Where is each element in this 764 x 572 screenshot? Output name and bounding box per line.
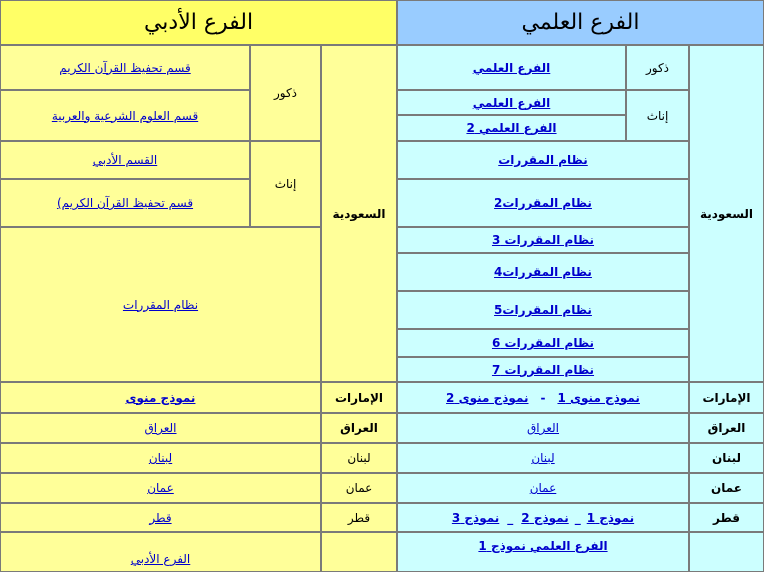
science-system-link-6[interactable] <box>492 335 594 351</box>
science-female-link-2-number: 2 <box>466 121 475 135</box>
science-system-cell-6 <box>397 329 689 357</box>
qatar-science-links <box>452 510 634 526</box>
science-system-cell-3 <box>397 227 689 253</box>
oman-science-cell <box>397 473 689 503</box>
qatar-country-cell: قطر <box>689 503 764 532</box>
arts-male-link-1[interactable]: قسم تحفيظ القرآن الكريم <box>59 60 191 75</box>
oman-arts-link[interactable]: عمان <box>147 481 174 495</box>
emirates-model-2-text: نموذج منوى <box>454 390 529 405</box>
emirates-arts-label: الإمارات <box>321 382 397 413</box>
arts-male-cell-2 <box>0 90 250 141</box>
science-male-label: ذكور <box>626 45 689 90</box>
last-row-arts-link[interactable]: الفرع الأدبي <box>130 552 191 566</box>
science-system-link-4-text: نظام المقررات <box>502 265 592 279</box>
science-system-cell-7 <box>397 357 689 382</box>
emirates-arts-link[interactable]: نموذج منوى <box>125 390 196 405</box>
science-system-cell-4 <box>397 253 689 291</box>
science-system-link-4[interactable] <box>494 264 592 280</box>
last-row-arts-label <box>321 532 397 572</box>
science-female-link-2[interactable] <box>466 120 556 136</box>
oman-arts-label: عمان <box>321 473 397 503</box>
arts-female-cell-1 <box>0 141 250 179</box>
oman-country-cell: عمان <box>689 473 764 503</box>
qatar-model-2-link[interactable]: نموذج 2 <box>521 510 569 525</box>
science-system-link-4-number: 4 <box>494 265 503 279</box>
lebanon-arts-cell <box>0 443 321 473</box>
last-row-science-link[interactable]: الفرع العلمي نموذج 1 <box>478 539 608 553</box>
lebanon-arts-label: لبنان <box>321 443 397 473</box>
science-male-cell <box>397 45 626 90</box>
last-row-science-cell <box>397 532 689 572</box>
science-male-link[interactable]: الفرع العلمي <box>472 60 551 75</box>
iraq-science-link[interactable]: العراق <box>526 421 560 435</box>
qatar-science-cell <box>397 503 689 532</box>
lebanon-science-cell <box>397 443 689 473</box>
qatar-model-3-link[interactable] <box>452 510 499 526</box>
emirates-country-cell: الإمارات <box>689 382 764 413</box>
lebanon-arts-link[interactable]: لبنان <box>148 451 173 465</box>
science-system-link-6-text: نظام المقررات <box>500 336 595 350</box>
emirates-science-cell <box>397 382 689 413</box>
science-system-link-2-text: نظام المقررات <box>502 196 592 210</box>
science-branch-header: الفرع العلمي <box>397 0 764 45</box>
science-system-link-2[interactable] <box>494 195 592 211</box>
last-row-country-cell <box>689 532 764 572</box>
science-female-cell-1 <box>397 90 626 115</box>
science-female-label: إناث <box>626 90 689 141</box>
science-system-cell-2 <box>397 179 689 227</box>
emirates-dash: - <box>540 390 546 405</box>
qatar-model-3-text: نموذج <box>460 510 500 525</box>
qatar-model-3-number: 3 <box>451 510 461 525</box>
science-system-link-3-number: 3 <box>491 233 501 247</box>
science-system-link-5[interactable] <box>494 302 592 318</box>
emirates-science-links <box>446 390 640 406</box>
qatar-separator-1: _ <box>574 510 581 525</box>
qatar-arts-cell <box>0 503 321 532</box>
iraq-arts-link[interactable]: العراق <box>144 421 177 435</box>
science-female-link-1[interactable]: الفرع العلمي <box>472 95 551 110</box>
science-system-link-3-text: نظام المقررات <box>500 233 595 247</box>
qatar-separator-2: _ <box>507 510 514 525</box>
last-row-arts-cell <box>0 532 321 572</box>
arts-male-link-2[interactable]: قسم العلوم الشرعية والعربية <box>51 108 199 123</box>
arts-male-cell-1 <box>0 45 250 90</box>
emirates-arts-cell <box>0 382 321 413</box>
qatar-arts-link[interactable]: قطر <box>149 510 172 525</box>
emirates-model-2-link[interactable] <box>446 390 528 406</box>
saudi-country-cell-arts: السعودية <box>321 45 397 382</box>
science-female-cell-2 <box>397 115 626 141</box>
iraq-arts-label: العراق <box>321 413 397 443</box>
science-system-link-7[interactable] <box>492 362 594 378</box>
saudi-country-cell-science: السعودية <box>689 45 764 382</box>
arts-female-link-2[interactable]: قسم تحفيظ القرآن الكريم) <box>56 196 194 210</box>
iraq-science-cell <box>397 413 689 443</box>
arts-system-link[interactable]: نظام المقررات <box>122 297 199 312</box>
science-system-link-6-number: 6 <box>491 336 501 350</box>
science-system-link-7-text: نظام المقررات <box>500 362 595 377</box>
science-system-link-7-number: 7 <box>491 362 501 377</box>
science-female-link-2-text: الفرع العلمي <box>474 121 557 135</box>
lebanon-country-cell: لبنان <box>689 443 764 473</box>
qatar-arts-label: قطر <box>321 503 397 532</box>
science-system-link-5-number: 5 <box>494 303 503 317</box>
science-system-link-2-number: 2 <box>494 196 503 210</box>
iraq-country-cell: العراق <box>689 413 764 443</box>
science-system-link-1[interactable]: نظام المقررات <box>498 153 588 167</box>
science-system-cell-1 <box>397 141 689 179</box>
arts-branch-header: الفرع الأدبي <box>0 0 397 45</box>
iraq-arts-cell <box>0 413 321 443</box>
science-system-link-5-text: نظام المقررات <box>502 303 592 317</box>
science-system-link-3[interactable] <box>492 232 594 248</box>
arts-female-link-1[interactable]: القسم الأدبي <box>92 153 158 167</box>
oman-science-link[interactable]: عمان <box>529 481 557 495</box>
arts-female-label: إناث <box>250 141 321 227</box>
arts-male-label: ذكور <box>250 45 321 141</box>
oman-arts-cell <box>0 473 321 503</box>
emirates-model-2-number: 2 <box>446 390 455 405</box>
qatar-model-1-link[interactable]: نموذج 1 <box>586 510 635 525</box>
emirates-model-1-link[interactable]: نموذج منوى 1 <box>557 390 640 405</box>
science-system-cell-5 <box>397 291 689 329</box>
arts-female-cell-2 <box>0 179 250 227</box>
lebanon-science-link[interactable]: لبنان <box>531 451 555 465</box>
arts-system-cell <box>0 227 321 382</box>
